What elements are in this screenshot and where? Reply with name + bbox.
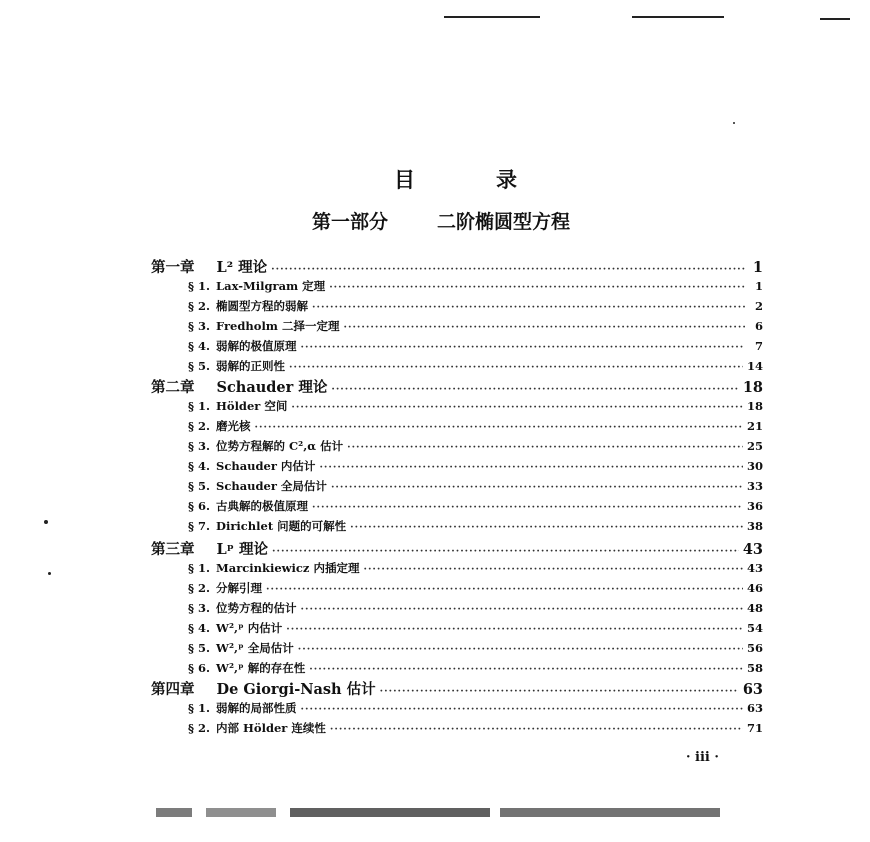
scan-rule-1 <box>444 16 540 18</box>
chapter-title: Schauder 理论 <box>216 379 328 396</box>
page-ref: 18 <box>742 379 763 396</box>
page-ref: 21 <box>746 419 763 433</box>
toc-section[interactable] <box>188 278 763 294</box>
toc-section[interactable] <box>188 318 763 334</box>
section-number: § 3. <box>188 319 211 333</box>
dot-leader <box>331 482 743 493</box>
dot-leader <box>286 624 743 635</box>
page-ref: 58 <box>746 661 763 675</box>
dot-leader <box>312 502 743 513</box>
scan-speck <box>733 122 735 124</box>
section-number: § 2. <box>188 581 211 595</box>
toc-section[interactable] <box>188 438 763 454</box>
section-title: W²,ᵖ 内估计 <box>216 621 283 635</box>
toc-section[interactable] <box>188 478 763 494</box>
section-title: Lax-Milgram 定理 <box>216 279 326 293</box>
page-ref: 14 <box>746 359 763 373</box>
dot-leader <box>329 282 745 293</box>
page-ref: 43 <box>746 561 763 575</box>
page-ref: 38 <box>746 519 763 533</box>
dot-leader <box>291 402 743 413</box>
chapter-title: De Giorgi-Nash 估计 <box>216 681 376 698</box>
scan-rule-2 <box>632 16 724 18</box>
dot-leader <box>301 704 743 715</box>
title-char-1: 目 <box>394 167 417 192</box>
dot-leader <box>347 442 743 453</box>
section-title: W²,ᵖ 全局估计 <box>216 641 294 655</box>
chapter-label: 第二章 <box>151 379 195 396</box>
section-title: Dirichlet 问题的可解性 <box>216 519 347 533</box>
dot-leader <box>330 724 743 735</box>
section-number: § 1. <box>188 399 211 413</box>
page-ref: 71 <box>746 721 763 735</box>
section-title: Marcinkiewicz 内插定理 <box>216 561 360 575</box>
page-ref: 63 <box>746 701 763 715</box>
scan-speck <box>48 572 51 575</box>
section-title: Hölder 空间 <box>216 399 288 413</box>
toc-chapter[interactable] <box>151 678 763 699</box>
section-title: 弱解的正则性 <box>216 359 286 373</box>
toc-section[interactable] <box>188 338 763 354</box>
dot-leader <box>350 522 743 533</box>
dot-leader <box>289 362 743 373</box>
section-number: § 3. <box>188 601 211 615</box>
section-number: § 4. <box>188 339 211 353</box>
part-name: 二阶椭圆型方程 <box>437 211 571 233</box>
scan-smudge <box>206 808 276 817</box>
section-number: § 1. <box>188 561 211 575</box>
dot-leader <box>301 342 745 353</box>
section-number: § 6. <box>188 661 211 675</box>
scan-rule-3 <box>820 18 850 20</box>
section-title: 分解引理 <box>216 581 263 595</box>
section-number: § 4. <box>188 459 211 473</box>
section-number: § 6. <box>188 499 211 513</box>
page-ref: 1 <box>752 259 763 276</box>
dot-leader <box>266 584 743 595</box>
toc-section[interactable] <box>188 720 763 736</box>
dot-leader <box>319 462 743 473</box>
section-number: § 2. <box>188 721 211 735</box>
toc-section[interactable] <box>188 620 763 636</box>
toc-section[interactable] <box>188 580 763 596</box>
dot-leader <box>255 422 743 433</box>
section-title: 椭圆型方程的弱解 <box>216 299 309 313</box>
toc-section[interactable] <box>188 700 763 716</box>
scan-speck <box>44 520 48 524</box>
chapter-title: L² 理论 <box>216 259 268 276</box>
dot-leader <box>271 264 745 275</box>
page-ref: 36 <box>746 499 763 513</box>
section-title: 位势方程的估计 <box>216 601 297 615</box>
section-title: 内部 Hölder 连续性 <box>216 721 326 735</box>
section-number: § 5. <box>188 359 211 373</box>
section-title: 磨光核 <box>216 419 251 433</box>
page-number: · iii · <box>686 750 719 765</box>
dot-leader <box>380 686 739 697</box>
page-ref: 63 <box>742 681 763 698</box>
toc-chapter[interactable] <box>151 376 763 397</box>
toc-section[interactable] <box>188 518 763 534</box>
toc-section[interactable] <box>188 358 763 374</box>
dot-leader <box>298 644 743 655</box>
section-title: W²,ᵖ 解的存在性 <box>216 661 306 675</box>
section-number: § 4. <box>188 621 211 635</box>
page-ref: 2 <box>754 299 763 313</box>
page-ref: 30 <box>746 459 763 473</box>
dot-leader <box>343 322 745 333</box>
dot-leader <box>301 604 743 615</box>
chapter-label: 第三章 <box>151 541 195 558</box>
page-ref: 7 <box>754 339 763 353</box>
page-ref: 48 <box>746 601 763 615</box>
page-ref: 56 <box>746 641 763 655</box>
scan-smudge <box>500 808 720 817</box>
section-title: 弱解的局部性质 <box>216 701 297 715</box>
section-number: § 2. <box>188 419 211 433</box>
page-ref: 46 <box>746 581 763 595</box>
toc-section[interactable] <box>188 458 763 474</box>
page-ref: 25 <box>746 439 763 453</box>
toc-chapter[interactable] <box>151 538 763 559</box>
toc-section[interactable] <box>188 560 763 576</box>
section-title: Schauder 内估计 <box>216 459 316 473</box>
section-number: § 1. <box>188 701 211 715</box>
section-number: § 2. <box>188 299 211 313</box>
dot-leader <box>272 546 739 557</box>
page-ref: 1 <box>754 279 763 293</box>
dot-leader <box>331 384 738 395</box>
chapter-title: Lᵖ 理论 <box>216 541 268 558</box>
page-ref: 6 <box>754 319 763 333</box>
toc-section[interactable] <box>188 298 763 314</box>
toc-section[interactable] <box>188 640 763 656</box>
page-ref: 43 <box>742 541 763 558</box>
section-title: Schauder 全局估计 <box>216 479 327 493</box>
section-title: 弱解的极值原理 <box>216 339 297 353</box>
section-number: § 1. <box>188 279 211 293</box>
dot-leader <box>309 664 743 675</box>
toc-section[interactable] <box>188 498 763 514</box>
title-char-2: 录 <box>496 167 519 192</box>
section-number: § 3. <box>188 439 211 453</box>
dot-leader <box>312 302 745 313</box>
page-ref: 54 <box>746 621 763 635</box>
section-title: Fredholm 二择一定理 <box>216 319 340 333</box>
section-number: § 5. <box>188 641 211 655</box>
section-title: 古典解的极值原理 <box>216 499 309 513</box>
section-number: § 7. <box>188 519 211 533</box>
toc-chapter[interactable] <box>151 256 763 277</box>
scan-smudge <box>290 808 490 817</box>
toc-section[interactable] <box>188 660 763 676</box>
section-title: 位势方程解的 C²,α 估计 <box>216 439 344 453</box>
chapter-label: 第一章 <box>151 259 195 276</box>
toc-section[interactable] <box>188 600 763 616</box>
section-number: § 5. <box>188 479 211 493</box>
toc-section[interactable] <box>188 398 763 414</box>
dot-leader <box>363 564 743 575</box>
page-ref: 33 <box>746 479 763 493</box>
scan-smudge <box>156 808 192 817</box>
toc-section[interactable] <box>188 418 763 434</box>
chapter-label: 第四章 <box>151 681 195 698</box>
part-label: 第一部分 <box>312 211 389 233</box>
page-ref: 18 <box>746 399 763 413</box>
